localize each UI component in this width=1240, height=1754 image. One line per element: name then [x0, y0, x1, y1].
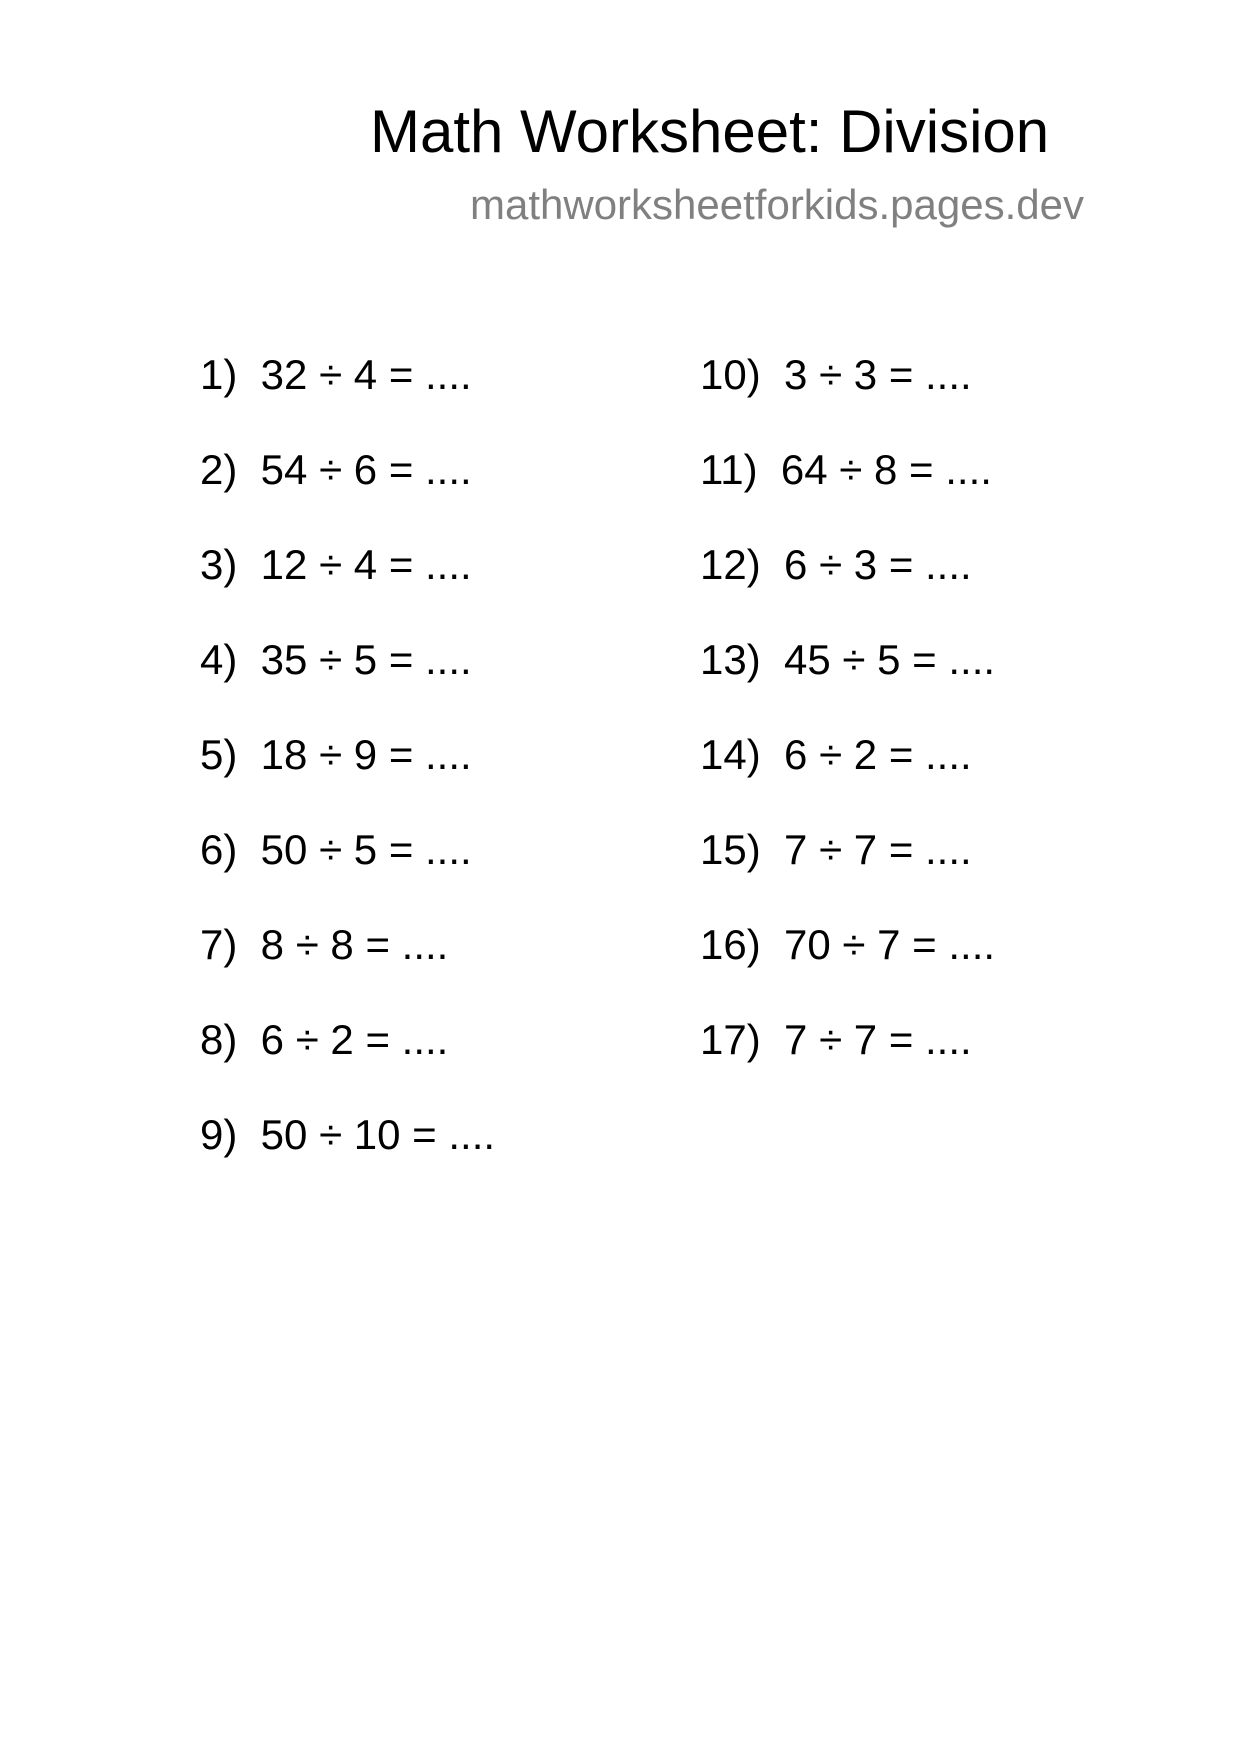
site-url: mathworksheetforkids.pages.dev	[470, 181, 1084, 228]
problem-item: 4) 35 ÷ 5 = ....	[200, 636, 472, 683]
problem-item: 12) 6 ÷ 3 = ....	[700, 541, 972, 588]
problem-item: 8) 6 ÷ 2 = ....	[200, 1016, 449, 1063]
problem-item: 6) 50 ÷ 5 = ....	[200, 826, 472, 873]
problem-item: 17) 7 ÷ 7 = ....	[700, 1016, 972, 1063]
problem-item: 5) 18 ÷ 9 = ....	[200, 731, 472, 778]
problem-item: 10) 3 ÷ 3 = ....	[700, 351, 972, 398]
problem-item: 3) 12 ÷ 4 = ....	[200, 541, 472, 588]
problem-item: 9) 50 ÷ 10 = ....	[200, 1111, 496, 1158]
problems-left-column	[200, 351, 495, 1206]
problem-item: 1) 32 ÷ 4 = ....	[200, 351, 472, 398]
problem-item: 13) 45 ÷ 5 = ....	[700, 636, 996, 683]
problem-item: 16) 70 ÷ 7 = ....	[700, 921, 996, 968]
problem-item: 15) 7 ÷ 7 = ....	[700, 826, 972, 873]
problem-item: 2) 54 ÷ 6 = ....	[200, 446, 472, 493]
problem-item: 11) 64 ÷ 8 = ....	[700, 446, 992, 493]
page-title: Math Worksheet: Division	[370, 98, 1050, 165]
problem-item: 7) 8 ÷ 8 = ....	[200, 921, 449, 968]
problem-item: 14) 6 ÷ 2 = ....	[700, 731, 972, 778]
problems-right-column	[700, 351, 995, 1111]
